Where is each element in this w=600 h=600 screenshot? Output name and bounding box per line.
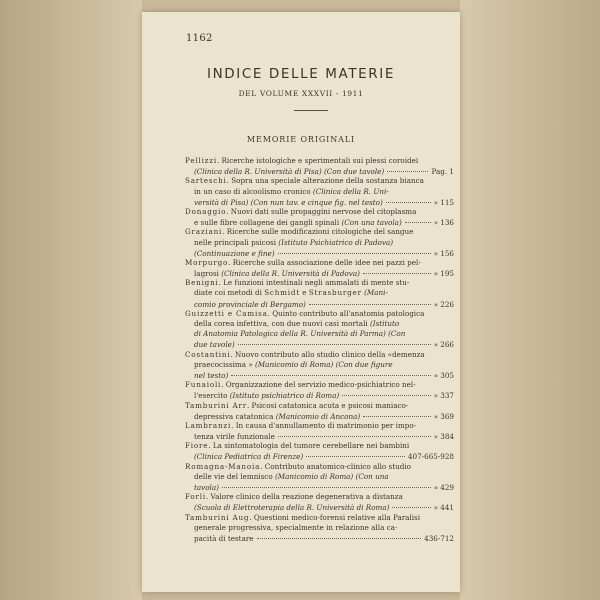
dot-leader: [405, 217, 431, 223]
toc-text: depressiva catatonica: [194, 411, 276, 421]
toc-entry: [185, 207, 454, 227]
toc-line-text: [185, 278, 409, 288]
toc-author: Donaggio: [185, 206, 227, 216]
toc-page-ref: 436-712: [424, 533, 454, 543]
toc-page-ref: Pag. 1: [431, 167, 454, 177]
toc-page-ref: » 115: [433, 197, 454, 207]
toc-text: lagrosi: [194, 269, 222, 279]
toc-line: [185, 401, 454, 411]
toc-line-text: [194, 503, 389, 512]
toc-page-ref: 407-665-928: [407, 452, 454, 462]
toc-text: Schmidt: [264, 288, 300, 298]
toc-author: Fiore: [185, 441, 209, 451]
toc-line-text: [194, 432, 275, 441]
toc-text: di Anatomia Patologica della R. Università di Parma) (Con: [194, 329, 406, 339]
toc-author: Graziani: [185, 227, 223, 237]
toc-line: [185, 309, 454, 319]
dot-leader: [238, 339, 431, 345]
toc-text: generale progressiva, specialmente in relazione alla ca-: [194, 522, 398, 532]
toc-entry: [185, 309, 454, 350]
toc-author: Benigni: [185, 278, 219, 288]
toc-line-text: [194, 198, 383, 207]
toc-line-text: [194, 371, 228, 380]
toc-text: e: [300, 288, 309, 298]
book-page: [142, 12, 460, 592]
toc-line: [185, 278, 454, 288]
toc-line: [185, 390, 454, 400]
toc-line: [185, 411, 454, 421]
toc-line-text: [194, 523, 397, 533]
toc-text: . La sintomatologia del tumore cerebellare nei bambini: [208, 441, 410, 451]
toc-page-ref: » 384: [433, 432, 454, 442]
toc-entry: [185, 492, 454, 512]
dot-leader: [363, 268, 431, 274]
toc-text: . Nuovi dati sulle propaggini nervose del citoplasma: [226, 206, 417, 216]
toc-page-ref: » 441: [433, 503, 454, 513]
toc-line-text: [185, 309, 424, 319]
toc-line-text: [185, 441, 409, 451]
toc-entry: [185, 401, 454, 421]
toc-line-text: [194, 187, 389, 197]
toc-entry: [185, 513, 454, 544]
toc-text: (Manicomio di Roma) (Con una: [274, 471, 389, 481]
toc-line: [185, 360, 454, 370]
toc-page-ref: » 369: [433, 411, 454, 421]
toc-line-text: [194, 412, 360, 421]
dot-leader: [342, 390, 430, 396]
toc-line-text: [194, 472, 389, 482]
toc-page-ref: » 195: [433, 269, 454, 279]
toc-entry: [185, 441, 454, 461]
toc-text: versità di Pisa) (Con nun tav. e cinque fig. nel testo): [194, 197, 383, 207]
toc-text: . Nuovo contributo allo studio clinico della «demenza: [230, 349, 425, 359]
toc-text: in un caso di alcoolismo cronico: [194, 186, 313, 196]
toc-line-text: [194, 340, 235, 349]
toc-line: [185, 513, 454, 523]
toc-line-text: [194, 329, 405, 339]
toc-line: [185, 350, 454, 360]
toc-line-text: [194, 534, 254, 543]
toc-page-ref: » 226: [433, 299, 454, 309]
background-left: [0, 0, 142, 600]
dot-leader: [363, 411, 430, 417]
toc-page-ref: » 156: [433, 248, 454, 258]
toc-line: [185, 187, 454, 197]
toc-line: [185, 299, 454, 309]
toc-line-text: [194, 167, 384, 176]
toc-text: . Ricerche sulla associazione delle idee nei pazzi pel-: [228, 257, 421, 267]
toc-text: (Manicomio di Ancona): [275, 411, 361, 421]
toc-text: (Istituto Psichiatrico di Padova): [278, 237, 394, 247]
toc-text: e sulle fibre collagene dei gangli spinali: [194, 218, 342, 228]
toc-text: (Continuazione e fine): [194, 248, 275, 258]
toc-page-ref: » 429: [433, 483, 454, 492]
toc-line: [185, 482, 454, 492]
toc-text: (Clinica della R. Università di Pisa) (Con due tavole): [194, 167, 385, 177]
toc-line-text: [194, 288, 388, 298]
toc-text: nel testo): [194, 370, 229, 380]
toc-line-text: [185, 227, 413, 237]
dot-leader: [392, 502, 430, 508]
toc-line: [185, 492, 454, 502]
toc-text: tavola): [194, 483, 219, 492]
toc-author: Funaioli: [185, 380, 222, 390]
toc-line: [185, 288, 454, 298]
toc-line-text: [185, 207, 416, 217]
toc-line-text: [185, 156, 418, 166]
toc-line: [185, 248, 454, 258]
toc-text: due tavole): [194, 340, 235, 350]
toc-entry: [185, 227, 454, 258]
toc-line: [185, 268, 454, 278]
toc-line: [185, 238, 454, 248]
toc-line-text: [194, 483, 219, 492]
toc-text: . Contributo anatomico-clinico allo studio: [260, 461, 411, 471]
dot-leader: [387, 166, 428, 172]
toc-line-text: [194, 269, 360, 278]
toc-text: delle vie del lemnisco: [194, 471, 275, 481]
toc-line: [185, 166, 454, 176]
toc-line-text: [185, 492, 403, 502]
toc-line: [185, 217, 454, 227]
toc-line-text: [194, 391, 339, 400]
toc-entry: [185, 258, 454, 278]
section-heading: MEMORIE ORIGINALI: [246, 135, 356, 144]
dot-leader: [306, 451, 405, 457]
toc-author: Pellizzi: [185, 156, 217, 165]
toc-text: . Le funzioni intestinali negli ammalati di mente stu-: [218, 278, 410, 288]
toc-text: . Sopra una speciale alterazione della sostanza bianca: [226, 176, 424, 186]
page-number: 1162: [186, 33, 213, 44]
toc-line-text: [185, 350, 425, 360]
toc-text: diate coi metodi di: [194, 288, 265, 298]
toc-line-text: [194, 319, 399, 329]
toc-text: . Organizzazione del servizio medico-psichiatrico nel-: [221, 380, 416, 390]
background-right: [460, 0, 600, 600]
toc-line: [185, 431, 454, 441]
toc-line-text: [185, 258, 421, 268]
dot-leader: [309, 299, 431, 305]
toc-text: . Ricerche istologiche e sperimentali sui plessi coroidei: [216, 156, 419, 165]
toc-line-text: [185, 176, 424, 186]
toc-author: Lambranzi: [185, 420, 232, 430]
toc-line: [185, 462, 454, 472]
toc-author: Tamburini Arr: [185, 400, 247, 410]
toc-author: Romagna-Manoia: [185, 461, 261, 471]
toc-text: comio provinciale di Bergamo): [194, 299, 306, 309]
toc-text: . In causa d'annullamento di matrimonio per impo-: [231, 420, 417, 430]
toc-line-text: [185, 462, 411, 472]
toc-line: [185, 176, 454, 186]
toc-entry: [185, 421, 454, 441]
toc-line: [185, 441, 454, 451]
toc-line-text: [185, 421, 416, 431]
toc-line: [185, 227, 454, 237]
toc-line: [185, 319, 454, 329]
toc-page-ref: » 136: [433, 218, 454, 228]
toc-page-ref: » 266: [433, 340, 454, 350]
page-title: INDICE DELLE MATERIE: [207, 66, 395, 82]
toc-line: [185, 533, 454, 543]
toc-author: Costantini: [185, 349, 231, 359]
toc-line: [185, 258, 454, 268]
toc-line-text: [194, 360, 393, 370]
toc-line: [185, 156, 454, 166]
toc-text: . Psicosi catatonica acuta e psicosi maniaco-: [246, 400, 409, 410]
toc-text: (Manicomio di Roma) (Con due figure: [255, 359, 393, 369]
toc-line: [185, 523, 454, 533]
toc-author: Forli: [185, 492, 206, 502]
toc-page-ref: » 305: [433, 370, 454, 380]
toc-author: Morpurgo: [185, 257, 229, 267]
toc-line: [185, 339, 454, 349]
toc-text: (Clinica Pediatrica di Firenze): [194, 452, 304, 462]
toc-text: (Clinica della R. Uni-: [312, 186, 389, 196]
toc-text: . Valore clinico della reazione degenerativa a distanza: [205, 492, 403, 502]
toc-line: [185, 472, 454, 482]
toc-text: (Mani-: [364, 288, 388, 298]
volume-subtitle: DEL VOLUME XXXVII - 1911: [238, 89, 364, 98]
toc-line-text: [185, 401, 408, 411]
toc-text: della corea infettiva, con due nuovi casi mortali: [194, 319, 370, 328]
dot-leader: [231, 370, 430, 376]
toc-text: praecocissima »: [194, 359, 255, 369]
toc-line-text: [194, 300, 306, 309]
toc-text: (Con una tavola): [341, 218, 402, 228]
dot-leader: [222, 482, 431, 488]
toc-text: . Quinto contributo all'anatomia patologica: [267, 308, 425, 318]
toc-text: (Clinica della R. Università di Padova): [221, 269, 360, 279]
toc-text: tenza virile funzionale: [194, 432, 275, 442]
toc-author: Tamburini Aug: [185, 512, 250, 522]
toc-line: [185, 380, 454, 390]
toc-entry: [185, 380, 454, 400]
toc-entry: [185, 350, 454, 381]
toc-text: nelle principali psicosi: [194, 237, 279, 247]
toc-line-text: [185, 380, 416, 390]
toc-line-text: [194, 238, 393, 248]
toc-text: (Istituto: [369, 319, 400, 328]
toc-entry: [185, 278, 454, 309]
dot-leader: [386, 197, 431, 203]
toc-entry: [185, 176, 454, 207]
dot-leader: [278, 431, 431, 437]
toc-text: l'esercito: [194, 391, 230, 401]
toc-line-text: [185, 513, 420, 523]
dot-leader: [257, 533, 422, 539]
toc-author: Guizzetti e Camisa: [185, 308, 268, 318]
toc-line-text: [194, 249, 275, 258]
toc-line-text: [194, 218, 402, 227]
toc-text: . Ricerche sulle modificazioni citologiche del sangue: [222, 227, 414, 237]
toc-line: [185, 451, 454, 461]
toc-entry: [185, 462, 454, 493]
toc-text: . Questioni medico-forensi relative alla Paralisi: [249, 512, 421, 522]
toc-line: [185, 370, 454, 380]
toc-entry: [185, 156, 454, 176]
dot-leader: [278, 248, 431, 254]
toc-line: [185, 207, 454, 217]
toc-line: [185, 197, 454, 207]
toc-line: [185, 502, 454, 512]
toc-author: Sarteschi: [185, 176, 227, 186]
toc-line-text: [194, 452, 303, 461]
toc-line: [185, 329, 454, 339]
toc-text: pacità di testare: [194, 533, 254, 543]
toc-page-ref: » 337: [433, 391, 454, 401]
toc-text: (Istituto psichiatrico di Roma): [229, 391, 340, 401]
toc-line: [185, 421, 454, 431]
divider-rule: [294, 110, 328, 111]
table-of-contents: [185, 156, 454, 543]
toc-text: (Scuola di Elettroterapia della R. Università di Roma): [194, 503, 390, 513]
toc-text: Strasburger: [308, 288, 362, 298]
